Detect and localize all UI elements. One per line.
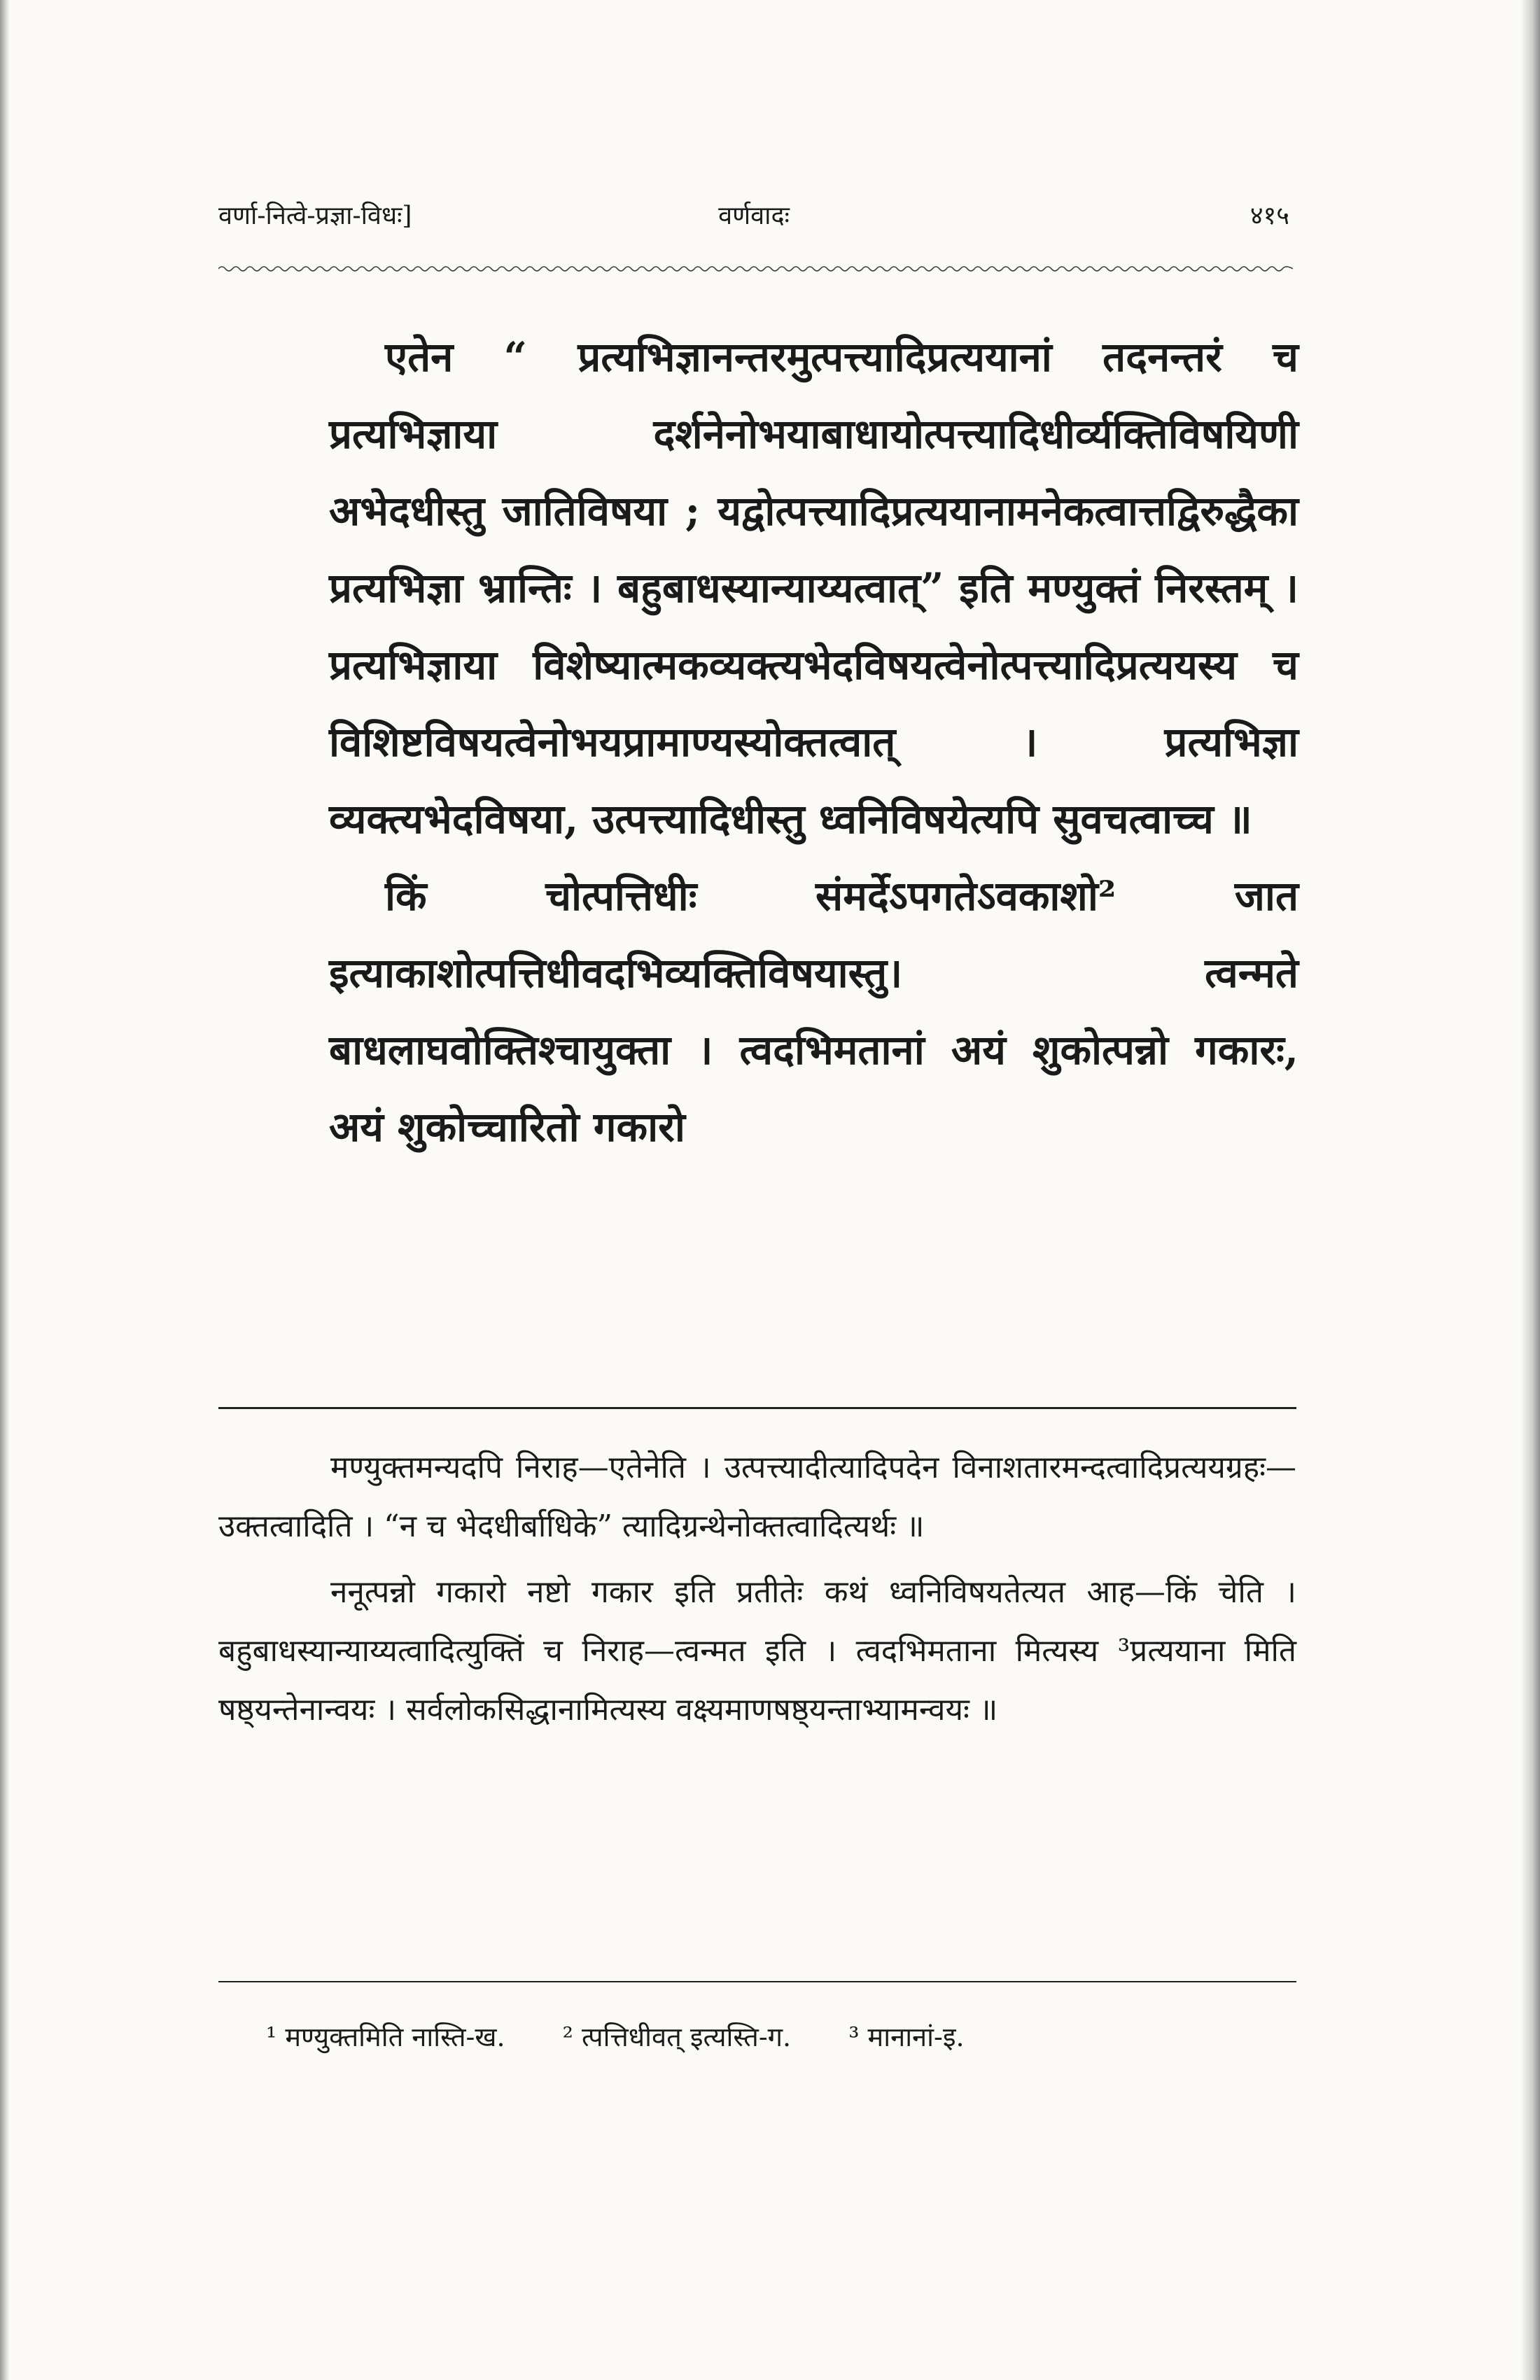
main-text [329,318,1298,1166]
footnotes [266,2016,1288,2058]
header-chapter-title: वर्णवादः [718,202,790,230]
footnote-1: ¹ मण्युक्तमिति नास्ति-ख. [266,2022,505,2052]
page-left-edge [0,0,10,2380]
commentary-separator [218,1407,1296,1409]
main-paragraph-1: एतेन “ प्रत्यभिज्ञानन्तरमुत्पत्त्यादिप्रत्ययानां तदनन्तरं च प्रत्यभिज्ञाया दर्शनेनोभयाबाधायोत्पत्त्यादिधीर्व्यक्तिविषयिणी अभेदधीस्तु जातिविषया ; यद्वोत्पत्त्यादिप्रत्ययानामनेकत्वात्तद्विरुद्धैका प्रत्यभिज्ञा भ्रान्तिः । बहुबाधस्यान्याय्यत्वात्” इति मण्युक्तं निरस्तम् । प्रत्यभिज्ञाया विशेष्यात्मकव्यक्त्यभेदविषयत्वेनोत्पत्त्यादिप्रत्ययस्य च विशिष्टविषयत्वेनोभयप्रामाण्यस्योक्तत्वात् । प्रत्यभिज्ञा व्यक्त्यभेदविषया, उत्पत्त्यादिधीस्तु ध्वनिविषयेत्यपि सुवचत्वाच्च ॥ [329,333,1298,843]
footnote-separator [218,1981,1296,1982]
page-number: ४१५ [1250,202,1289,230]
main-paragraph-2: किं चोत्पत्तिधीः संमर्देऽपगतेऽवकाशो² जात इत्याकाशोत्पत्तिधीवदभिव्यक्तिविषयास्तु। त्वन्मते बाधलाघवोक्तिश्चायुक्ता । त्वदभिमतानां अयं शुकोत्पन्नो गकारः, अयं शुकोच्चारितो गकारो [329,872,1298,1151]
commentary-paragraph-1: मण्युक्तमन्यदपि निराह—एतेनेति । उत्पत्त्यादीत्यादिपदेन विनाशतारमन्दत्वादिप्रत्ययग्रहः—उक्तत्वादिति । “न च भेदधीर्बाधिके” त्यादिग्रन्थेनोक्तत्वादित्यर्थः ॥ [218,1450,1296,1544]
header-section-title: वर्णा-नित्वे-प्रज्ञा-विधः] [218,202,412,230]
page-right-edge [1520,0,1540,2380]
footnote-3: ³ मानानां-इ. [848,2022,965,2052]
commentary-paragraph-2: ननूत्पन्नो गकारो नष्टो गकार इति प्रतीतेः कथं ध्वनिविषयतेत्यत आह—किं चेति । बहुबाधस्यान्याय्यत्वादित्युक्तिं च निराह—त्वन्मत इति । त्वदभिमताना मित्यस्य ³प्रत्ययाना मिति षष्ठ्यन्तेनान्वयः । सर्वलोकसिद्धानामित्यस्य वक्ष्यमाणषष्ठ्यन्ताभ्यामन्वयः ॥ [218,1574,1296,1728]
footnote-2: ² त्पत्तिधीवत् इत्यस्ति-ग. [562,2022,792,2052]
header-wavy-rule [218,265,1293,273]
running-header [218,197,1289,239]
commentary-text [218,1438,1296,1746]
